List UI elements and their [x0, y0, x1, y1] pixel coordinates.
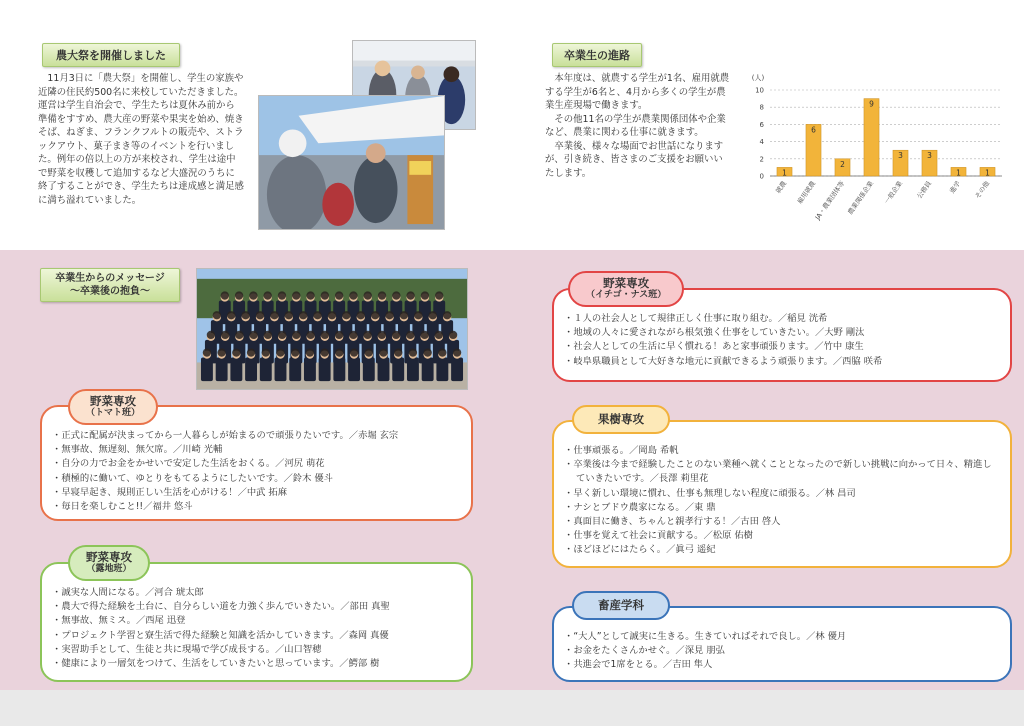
message-item: ・ 正式に配属が決まってから一人暮らしが始まるので頑張りたいです。／赤堀 玄宗: [56, 429, 457, 443]
festival-text: [38, 72, 244, 207]
chart-category-label: 公務員: [915, 179, 934, 201]
chart-category-label: 雇用就農: [795, 179, 818, 206]
festival-heading: 農大祭を開催しました: [42, 43, 180, 67]
chart-category-label: その他: [973, 179, 992, 201]
pill-fruit-name: 果樹専攻: [598, 412, 644, 426]
pill-field-name: 野菜専攻: [86, 550, 132, 564]
career-paragraph-3: 卒業後、様々な場面でお世話になりますが、引き続き、皆さまのご支援をお願いいたします。: [545, 140, 724, 179]
chart-category-label: 一般企業: [882, 179, 905, 206]
chart-value-label: 6: [811, 125, 816, 135]
career-paragraph-2: その他11名の学生が農業関係団体や企業など、農業に関わる仕事に就きます。: [545, 113, 726, 138]
pill-tomato-name: 野菜専攻: [90, 394, 136, 408]
graduates-group-photo: [196, 268, 468, 390]
career-chart: [740, 68, 1010, 238]
pill-tomato-sub: （トマト班）: [86, 408, 141, 418]
message-item: ・ 早寝早起き、規則正しい生活を心がける！／中武 拓麻: [56, 486, 457, 500]
chart-value-label: 1: [956, 168, 961, 178]
chart-category-label: 農業関係企業: [846, 179, 876, 217]
message-box-fruit: [552, 420, 1012, 568]
chart-value-label: 1: [985, 168, 990, 178]
festival-photo-bottom: [258, 95, 445, 230]
pill-tomato: [68, 389, 158, 425]
chart-value-label: 3: [898, 151, 903, 161]
message-item: ・ 真面目に働き、ちゃんと親孝行する！／古田 啓人: [568, 515, 996, 529]
pill-field: [68, 545, 150, 581]
message-item: ・ 仕事を覚えて社会に貢献する。／松原 佑樹: [568, 529, 996, 543]
page-gutter: [0, 690, 1024, 726]
career-paragraph-1: 本年度は、就農する学生が1名、雇用就農する学生が6名と、4月から多くの学生が農業生産現場で働きます。: [545, 73, 730, 111]
pill-livestock: [572, 591, 670, 620]
chart-ytick: 4: [759, 138, 764, 147]
pill-strawberry-name: 野菜専攻: [603, 276, 650, 290]
pill-strawberry: [568, 271, 684, 307]
chart-ytick: 10: [755, 86, 764, 95]
message-item: ・ お金をたくさんかせぐ。／深見 朋弘: [568, 644, 996, 658]
chart-category-label: JA・農業団体等: [813, 179, 847, 222]
career-text: [545, 72, 731, 180]
chart-ylabel: (人): [751, 74, 765, 82]
chart-value-label: 3: [927, 151, 932, 161]
message-item: ・ 農大で得た経験を土台に、自分らしい道を力強く歩んでいきたい。／部田 真聖: [56, 600, 457, 614]
chart-category-label: 進学: [948, 179, 963, 195]
pill-strawberry-sub: （イチゴ・ナス班）: [586, 290, 667, 300]
chart-ytick: 2: [759, 155, 764, 164]
message-item: ・ “大人”として誠実に生きる。生きていればそれで良し。／林 優月: [568, 630, 996, 644]
message-item: ・ 卒業後は今まで経験したことのない業種へ就くこととなったので新しい挑戦に向かって日々、精進していきたいです。／長澤 莉里花: [568, 458, 996, 486]
message-item: ・ 誠実な人間になる。／河合 琥太郎: [56, 586, 457, 600]
message-item: ・ 無事故、無ミス。／西尾 迅登: [56, 614, 457, 628]
pill-field-sub: （露地班）: [86, 564, 132, 574]
chart-value-label: 1: [782, 168, 787, 178]
chart-bar: [864, 99, 879, 176]
chart-category-label: 就農: [774, 179, 789, 195]
message-item: ・ 早く新しい環境に慣れ、仕事も無理しない程度に頑張る。／林 昌司: [568, 487, 996, 501]
message-item: ・ プロジェクト学習と寮生活で得た経験と知識を活かしていきます。／森岡 真優: [56, 629, 457, 643]
chart-ytick: 6: [759, 120, 764, 129]
message-item: ・ 積極的に働いて、ゆとりをもてるようにしたいです。／鈴木 優斗: [56, 472, 457, 486]
message-item: ・ 無事故、無遅刻、無欠席。／川崎 光輔: [56, 443, 457, 457]
messages-title: 卒業生からのメッセージ: [55, 273, 165, 284]
pill-fruit: [572, 405, 670, 434]
pill-livestock-name: 畜産学科: [598, 598, 644, 612]
chart-ytick: 0: [759, 172, 764, 181]
festival-paragraph: 11月3日に「農大祭」を開催し、学生の家族や近隣の住民約500名に来校していただきました。運営は学生自治会で、学生たちは夏休み前から準備をすすめ、農大産の野菜や果実を始め、焼きそば、ねぎま、フランクフルトの販売や、ストラックアウト、菓子まき等のイベントを行いました。例年の倍以上の方が来校され、学生は途中で野菜を収穫して追加するなど大盛況のうちに終了することができ、学生たちは達成感と満足感に満ち溢れていました。: [38, 73, 244, 206]
message-item: ・ 共進会で1席をとる。／吉田 隼人: [568, 658, 996, 672]
chart-value-label: 9: [869, 99, 874, 109]
chart-ytick: 8: [759, 103, 764, 112]
message-item: ・ 地域の人々に愛されながら根気強く仕事をしていきたい。／大野 剛汰: [568, 326, 996, 340]
message-list-fruit: [568, 444, 996, 558]
message-list-tomato: [56, 429, 457, 514]
message-item: ・ 岐阜県職員として大好きな地元に貢献できるよう頑張ります。／西脇 咲希: [568, 355, 996, 369]
message-list-field: [56, 586, 457, 671]
messages-subtitle: 〜卒業後の抱負〜: [70, 286, 150, 297]
message-item: ・ ほどほどにはたらく。／眞弓 遥紀: [568, 543, 996, 557]
message-item: ・ ナシとブドウ農家になる。／東 鼎: [568, 501, 996, 515]
message-list-strawberry: [568, 312, 996, 369]
message-item: ・ 社会人としての生活に早く慣れる！あと家事頑張ります。／竹中 康生: [568, 340, 996, 354]
message-list-livestock: [568, 630, 996, 673]
message-item: ・ 仕事頑張る。／岡島 希帆: [568, 444, 996, 458]
message-item: ・ 実習助手として、生徒と共に現場で学び成長する。／山口智穂: [56, 643, 457, 657]
message-item: ・ 自分の力でお金をかせいで安定した生活をおくる。／河尻 萌花: [56, 457, 457, 471]
message-item: ・ １人の社会人として規律正しく仕事に取り組む。／稲見 洸希: [568, 312, 996, 326]
message-item: ・ 毎日を楽しむこと!!／福井 悠斗: [56, 500, 457, 514]
message-item: ・ 健康により一層気をつけて、生活をしていきたいと思っています。／鰐部 樹: [56, 657, 457, 671]
career-heading: 卒業生の進路: [552, 43, 642, 67]
chart-value-label: 2: [840, 159, 845, 169]
messages-heading: [40, 268, 180, 302]
